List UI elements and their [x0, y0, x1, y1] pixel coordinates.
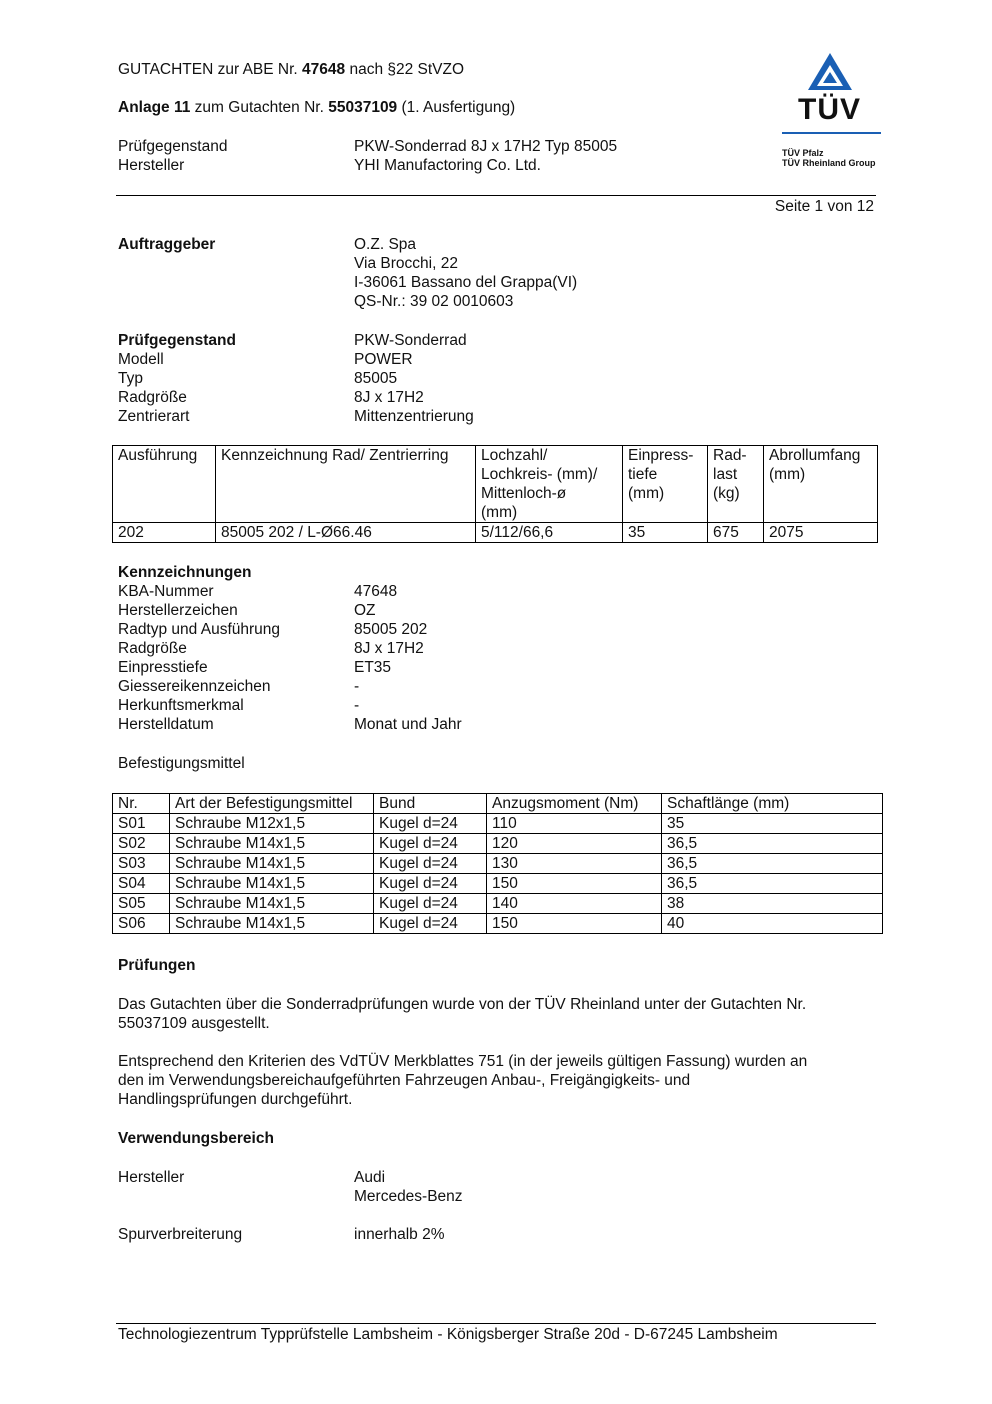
pruefgegenstand-section	[0, 331, 992, 426]
table-cell: Schraube M14x1,5	[170, 834, 374, 854]
table-cell: 150	[487, 874, 662, 894]
table-cell: Kugel d=24	[374, 854, 487, 874]
verwendung-row	[0, 1225, 992, 1244]
hersteller-label: Hersteller	[118, 1169, 185, 1186]
hersteller-value: Mercedes-Benz	[354, 1188, 463, 1205]
kennzeichnung-label: Giessereikennzeichen	[118, 678, 271, 695]
logo-subtitle-1: TÜV Pfalz	[782, 148, 824, 158]
header-info-value: YHI Manufactoring Co. Ltd.	[354, 157, 541, 174]
table-row	[113, 854, 883, 874]
pruefgegenstand-row	[0, 350, 992, 369]
header-line-1-suffix: nach §22 StVZO	[345, 61, 465, 78]
kennzeichnungen-section	[0, 563, 992, 734]
kennzeichnung-label: Einpresstiefe	[118, 659, 208, 676]
pruefgegenstand-row-value: Mittenzentrierung	[354, 408, 474, 425]
table-cell: 675	[708, 523, 764, 543]
table-header-cell: Ausführung	[113, 446, 216, 523]
table-row	[113, 874, 883, 894]
auftraggeber-line: I-36061 Bassano del Grappa(VI)	[354, 274, 578, 291]
pruefgegenstand-row-label: Typ	[118, 370, 143, 387]
logo-subtitle-2: TÜV Rheinland Group	[782, 158, 876, 168]
table-cell: 120	[487, 834, 662, 854]
pruefungen-title: Prüfungen	[118, 957, 196, 974]
table-cell: Kugel d=24	[374, 894, 487, 914]
pruefgegenstand-row	[0, 407, 992, 426]
kennzeichnungen-title-row	[0, 563, 992, 582]
table-header-cell: Lochzahl/ Lochkreis- (mm)/ Mittenloch-ø (mm)	[476, 446, 623, 523]
page-number: Seite 1 von 12	[774, 198, 874, 215]
paragraph-line: den im Verwendungsbereichaufgeführten Fahrzeugen Anbau-, Freigängigkeits- und	[118, 1072, 691, 1089]
pruefgegenstand-value: PKW-Sonderrad	[354, 332, 467, 349]
header-info-label: Hersteller	[118, 157, 185, 174]
kennzeichnung-row	[0, 582, 992, 601]
table-cell: 2075	[764, 523, 878, 543]
table-cell: Kugel d=24	[374, 814, 487, 834]
verwendung-spur	[0, 1225, 992, 1244]
kennzeichnung-label: Herstellerzeichen	[118, 602, 238, 619]
footer-divider	[116, 1323, 876, 1324]
gutachten-number: 55037109	[328, 99, 398, 116]
table-cell: 5/112/66,6	[476, 523, 623, 543]
pruefungen-paragraph-1	[118, 995, 878, 1033]
kennzeichnung-value: OZ	[354, 602, 376, 619]
spur-value: innerhalb 2%	[354, 1226, 445, 1243]
footer-text: Technologiezentrum Typprüfstelle Lambsheim - Königsberger Straße 20d - D-67245 Lambsheim	[118, 1326, 778, 1343]
paragraph-line: Das Gutachten über die Sonderradprüfungen wurde von der TÜV Rheinland unter der Gutachten Nr.	[118, 996, 807, 1013]
abe-number: 47648	[302, 61, 346, 78]
auftraggeber-line: Via Brocchi, 22	[354, 255, 458, 272]
pruefungen-paragraph-2	[118, 1052, 878, 1109]
pruefgegenstand-row-label: Zentrierart	[118, 408, 190, 425]
table-cell: 36,5	[662, 874, 883, 894]
table-cell: 202	[113, 523, 216, 543]
table-cell: 110	[487, 814, 662, 834]
ausfuehrung-table	[112, 445, 878, 543]
kennzeichnung-row	[0, 658, 992, 677]
hersteller-value: Audi	[354, 1169, 386, 1186]
table-cell: Kugel d=24	[374, 834, 487, 854]
table-header-cell: Kennzeichnung Rad/ Zentrierring	[216, 446, 476, 523]
spur-label: Spurverbreiterung	[118, 1226, 243, 1243]
kennzeichnung-label: Radtyp und Ausführung	[118, 621, 281, 638]
table-header-cell: Schaftlänge (mm)	[662, 794, 883, 814]
kennzeichnung-row	[0, 639, 992, 658]
header-line-2-suffix: (1. Ausfertigung)	[397, 99, 516, 116]
table-header-cell: Einpress- tiefe (mm)	[623, 446, 708, 523]
table-cell: 35	[662, 814, 883, 834]
pruefgegenstand-row	[0, 369, 992, 388]
table-cell: 130	[487, 854, 662, 874]
table-cell: 40	[662, 914, 883, 934]
paragraph-line: Handlingsprüfungen durchgeführt.	[118, 1091, 353, 1108]
befestigung-title: Befestigungsmittel	[118, 755, 245, 772]
auftraggeber-section	[0, 235, 992, 311]
verwendung-title: Verwendungsbereich	[118, 1130, 274, 1147]
pruefgegenstand-row-label: Radgröße	[118, 389, 187, 406]
table-row	[113, 814, 883, 834]
table-cell: 38	[662, 894, 883, 914]
logo-divider	[782, 132, 881, 134]
table-cell: Kugel d=24	[374, 874, 487, 894]
table-cell: Schraube M14x1,5	[170, 854, 374, 874]
header-divider	[116, 195, 876, 196]
table-cell: 35	[623, 523, 708, 543]
paragraph-line: 55037109 ausgestellt.	[118, 1015, 270, 1032]
table-cell: S04	[113, 874, 170, 894]
pruefgegenstand-row-value: 8J x 17H2	[354, 389, 424, 406]
table-header-cell: Abrollumfang (mm)	[764, 446, 878, 523]
auftraggeber-line: O.Z. Spa	[354, 236, 417, 253]
table-cell: S06	[113, 914, 170, 934]
header-line-2	[118, 98, 515, 117]
kennzeichnung-value: 85005 202	[354, 621, 428, 638]
table-header-cell: Rad- last (kg)	[708, 446, 764, 523]
auftraggeber-line: QS-Nr.: 39 02 0010603	[354, 293, 514, 310]
table-cell: Schraube M14x1,5	[170, 914, 374, 934]
pruefgegenstand-row-value: POWER	[354, 351, 413, 368]
pruefgegenstand-label: Prüfgegenstand	[118, 332, 236, 349]
header-info-value: PKW-Sonderrad 8J x 17H2 Typ 85005	[354, 138, 618, 155]
table-header-row	[113, 446, 878, 523]
table-header-cell: Nr.	[113, 794, 170, 814]
kennzeichnung-value: Monat und Jahr	[354, 716, 462, 733]
kennzeichnungen-title: Kennzeichnungen	[118, 564, 252, 581]
pruefgegenstand-row	[0, 388, 992, 407]
kennzeichnung-label: Herstelldatum	[118, 716, 214, 733]
table-row	[113, 914, 883, 934]
kennzeichnung-value: ET35	[354, 659, 392, 676]
paragraph-line: Entsprechend den Kriterien des VdTÜV Merkblattes 751 (in der jeweils gültigen Fassung) wurden an	[118, 1053, 808, 1070]
table-cell: 140	[487, 894, 662, 914]
table-cell: 85005 202 / L-Ø66.46	[216, 523, 476, 543]
header-line-1	[118, 60, 464, 79]
table-cell: 150	[487, 914, 662, 934]
table-header-cell: Bund	[374, 794, 487, 814]
table-cell: S03	[113, 854, 170, 874]
verwendung-row	[0, 1168, 992, 1187]
auftraggeber-label: Auftraggeber	[118, 236, 216, 253]
auftraggeber-row	[0, 292, 992, 311]
logo-text: TÜV	[798, 93, 861, 126]
header-info-label: Prüfgegenstand	[118, 138, 228, 155]
verwendung-hersteller	[0, 1168, 992, 1206]
table-header-cell: Anzugsmoment (Nm)	[487, 794, 662, 814]
kennzeichnung-label: Radgröße	[118, 640, 187, 657]
kennzeichnung-value: -	[354, 697, 360, 714]
table-cell: Schraube M12x1,5	[170, 814, 374, 834]
kennzeichnung-label: KBA-Nummer	[118, 583, 214, 600]
table-cell: 36,5	[662, 854, 883, 874]
table-cell: S05	[113, 894, 170, 914]
kennzeichnung-value: 47648	[354, 583, 398, 600]
pruefgegenstand-row-label: Modell	[118, 351, 164, 368]
table-cell: Schraube M14x1,5	[170, 894, 374, 914]
table-row	[113, 523, 878, 543]
header-line-1-prefix: GUTACHTEN zur ABE Nr.	[118, 61, 303, 78]
auftraggeber-row	[0, 254, 992, 273]
table-cell: 36,5	[662, 834, 883, 854]
kennzeichnung-value: 8J x 17H2	[354, 640, 424, 657]
kennzeichnung-row	[0, 620, 992, 639]
kennzeichnung-row	[0, 715, 992, 734]
auftraggeber-row	[0, 235, 992, 254]
table-header-cell: Art der Befestigungsmittel	[170, 794, 374, 814]
kennzeichnung-label: Herkunftsmerkmal	[118, 697, 244, 714]
table-row	[113, 834, 883, 854]
auftraggeber-row	[0, 273, 992, 292]
kennzeichnung-value: -	[354, 678, 360, 695]
table-header-row	[113, 794, 883, 814]
kennzeichnung-row	[0, 601, 992, 620]
table-cell: Kugel d=24	[374, 914, 487, 934]
header-line-2-middle: zum Gutachten Nr.	[190, 99, 329, 116]
tuev-logo	[744, 50, 920, 172]
pruefgegenstand-row-value: 85005	[354, 370, 398, 387]
verwendung-row	[0, 1187, 992, 1206]
befestigung-table	[112, 793, 883, 934]
anlage-number: Anlage 11	[118, 99, 191, 116]
table-cell: S01	[113, 814, 170, 834]
table-row	[113, 894, 883, 914]
pruefgegenstand-row	[0, 331, 992, 350]
table-cell: Schraube M14x1,5	[170, 874, 374, 894]
kennzeichnung-row	[0, 677, 992, 696]
table-cell: S02	[113, 834, 170, 854]
kennzeichnung-row	[0, 696, 992, 715]
